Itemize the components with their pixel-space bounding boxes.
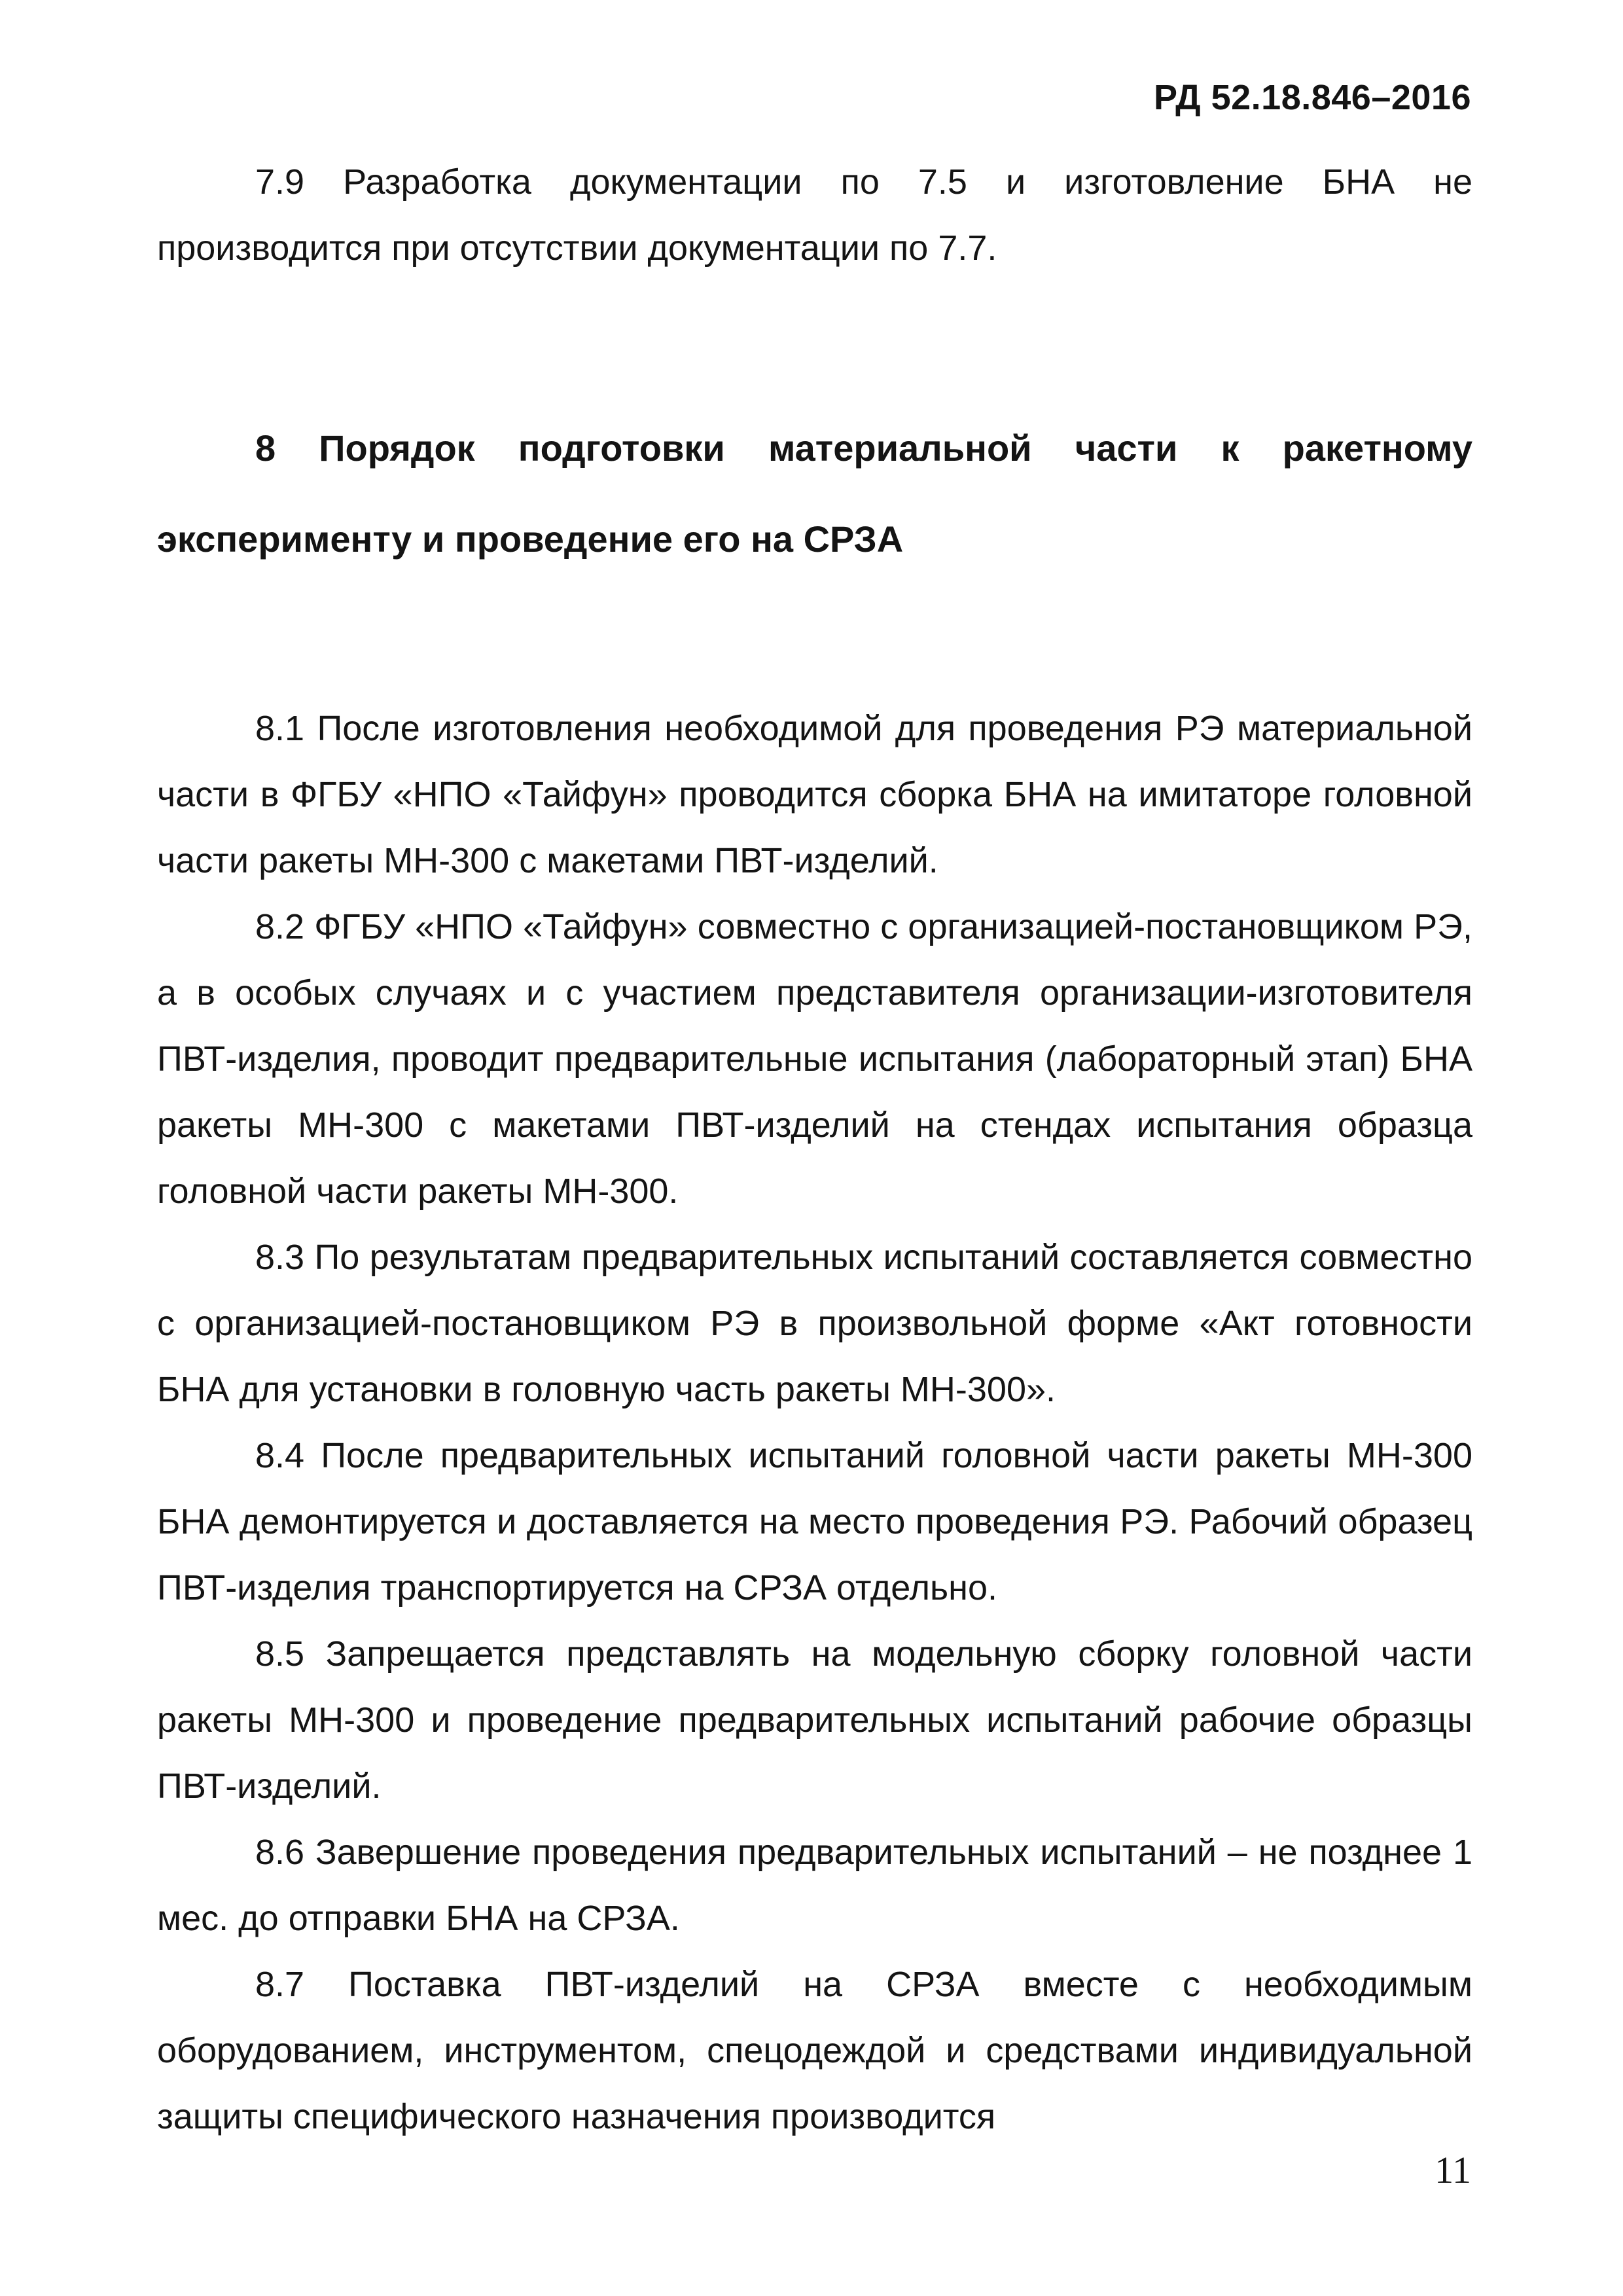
section-heading-8 (157, 403, 1472, 584)
paragraph-number: 8.7 (255, 1965, 305, 2004)
paragraph-text: Поставка ПВТ-изделий на СРЗА вместе с необходимым оборудованием, инструментом, спецодеждой и средствами индивидуальной защиты специфического назначения производится (157, 1965, 1472, 2136)
paragraph-number: 7.9 (255, 162, 305, 202)
paragraph-number: 8.5 (255, 1634, 305, 1674)
paragraph-text: ФГБУ «НПО «Тайфун» совместно с организацией-постановщиком РЭ, а в особых случаях и с участием представителя организации-изготовителя ПВТ-изделия, проводит предварительные испытания (лабораторный этап) БНА ракеты МН-300 с макетами ПВТ-изделий на стендах испытания образца головной части ракеты МН-300. (157, 907, 1472, 1211)
paragraph-7-9 (157, 149, 1472, 281)
paragraph-number: 8.1 (255, 709, 305, 748)
paragraph-number: 8.2 (255, 907, 305, 946)
document-code: РД 52.18.846–2016 (1154, 78, 1471, 117)
paragraph-text: Разработка документации по 7.5 и изготовление БНА не производится при отсутствии документации по 7.7. (157, 162, 1472, 268)
paragraph-8-1 (157, 696, 1472, 894)
paragraph-8-5 (157, 1621, 1472, 1820)
page-body (157, 149, 1472, 2150)
paragraph-8-6 (157, 1820, 1472, 1952)
paragraph-8-3 (157, 1225, 1472, 1423)
paragraph-text: После изготовления необходимой для проведения РЭ материальной части в ФГБУ «НПО «Тайфун» проводится сборка БНА на имитаторе головной части ракеты МН-300 с макетами ПВТ-изделий. (157, 709, 1472, 880)
paragraph-number: 8.3 (255, 1238, 305, 1277)
paragraph-text: Запрещается представлять на модельную сборку головной части ракеты МН-300 и проведение предварительных испытаний рабочие образцы ПВТ-изделий. (157, 1634, 1472, 1806)
paragraph-text: Завершение проведения предварительных испытаний – не позднее 1 мес. до отправки БНА на СРЗА. (157, 1833, 1472, 1938)
section-number: 8 (255, 427, 276, 469)
paragraph-8-2 (157, 894, 1472, 1225)
page-number: 11 (1435, 2149, 1471, 2191)
paragraph-number: 8.6 (255, 1833, 305, 1872)
paragraph-number: 8.4 (255, 1436, 305, 1475)
paragraph-8-7 (157, 1952, 1472, 2150)
paragraph-8-4 (157, 1423, 1472, 1621)
paragraph-text: По результатам предварительных испытаний составляется совместно с организацией-постановщиком РЭ в произвольной форме «Акт готовности БНА для установки в головную часть ракеты МН-300». (157, 1238, 1472, 1409)
paragraph-text: После предварительных испытаний головной части ракеты МН-300 БНА демонтируется и доставляется на место проведения РЭ. Рабочий образец ПВТ-изделия транспортируется на СРЗА отдельно. (157, 1436, 1472, 1607)
section-title: Порядок подготовки материальной части к ракетному эксперименту и проведение его на СРЗА (157, 427, 1473, 560)
